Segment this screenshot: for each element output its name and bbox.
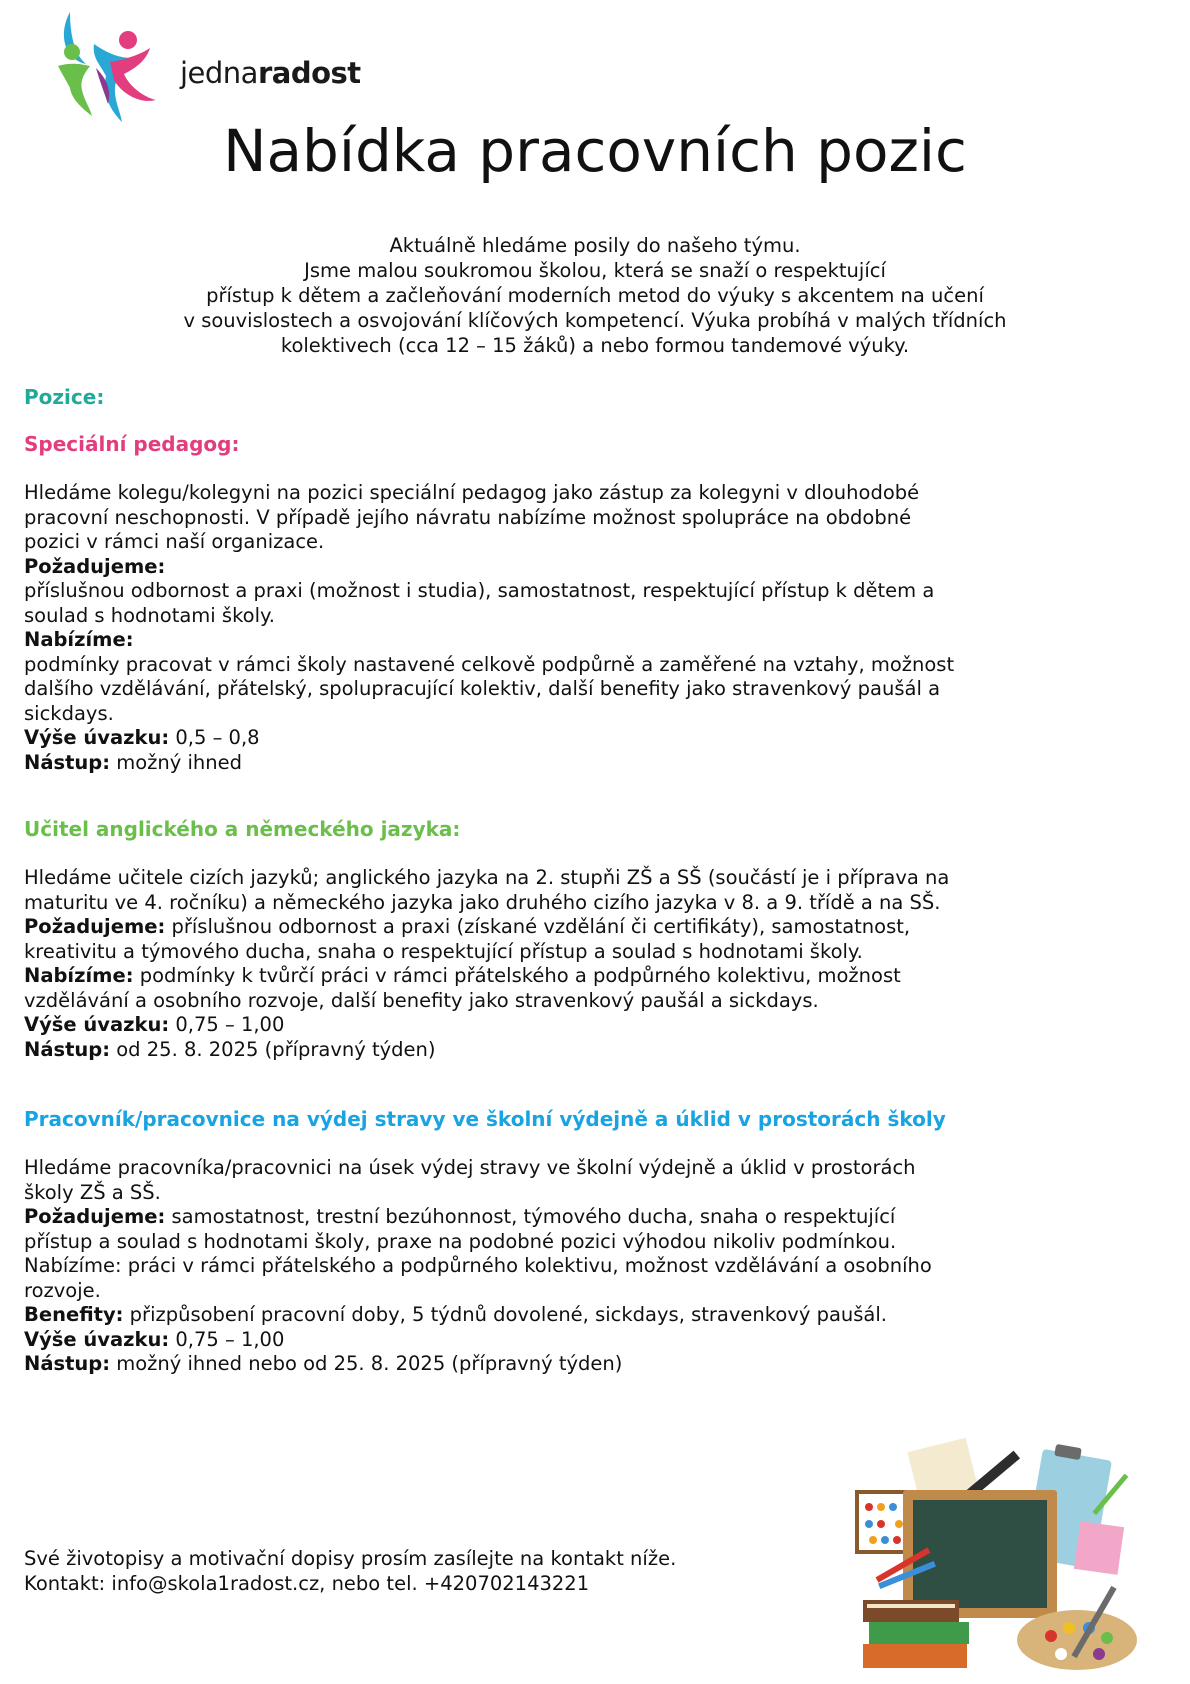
start-label: Nástup: [24,750,111,774]
position-3-req-line: přístup a soulad s hodnotami školy, praxe na podobné pozici výhodou nikoliv podmínkou. [24,1229,897,1253]
position-1-desc-line: pracovní neschopnosti. V případě jejího návratu nabízíme možnost spolupráce na obdobné [24,505,912,529]
intro-line: Aktuálně hledáme posily do našeho týmu. [389,234,801,257]
start-label: Nástup: [24,1037,111,1061]
start-value: od 25. 8. 2025 (přípravný týden) [110,1037,436,1061]
contact-footer [24,1546,676,1596]
position-1-title: Speciální pedagog: [24,432,240,456]
workload-value: 0,5 – 0,8 [169,726,260,749]
position-2-desc-line: Hledáme učitele cizích jazyků; anglického jazyka na 2. stupňi ZŠ a SŠ (součástí je i příprava na [24,866,950,889]
position-3-offer-line: Nabízíme: práci v rámci přátelského a podpůrného kolektivu, možnost vzdělávání a osobního [24,1254,932,1277]
position-1-desc-line: pozici v rámci naší organizace. [24,530,325,553]
position-1-details [24,481,1174,775]
logo-text-bold: radost [257,56,361,90]
start-value: možný ihned [110,750,243,774]
position-1-req-line: příslušnou odbornost a praxi (možnost i studia), samostatnost, respektující přístup k dětem a [24,579,935,602]
position-3-details [24,1156,1174,1377]
workload-label: Výše úvazku: [24,1013,170,1036]
start-value: možný ihned nebo od 25. 8. 2025 (přípravný týden) [110,1352,623,1375]
workload-label: Výše úvazku: [24,726,170,749]
workload-label: Výše úvazku: [24,1327,170,1351]
requirements-label: Požadujeme: [24,1205,166,1228]
position-3-desc-line: školy ZŠ a SŠ. [24,1180,161,1204]
offer-label: Nabízíme: [24,964,134,987]
footer-instruction: Své životopisy a motivační dopisy prosím zasílejte na kontakt níže. [24,1547,677,1570]
logo-wordmark [180,56,361,90]
benefits-label: Benefity: [24,1303,124,1326]
position-3-req-text: samostatnost, trestní bezúhonnost, týmového ducha, snaha o respektující [165,1205,896,1228]
intro-line: v souvislostech a osvojování klíčových kompetencí. Výuka probíhá v malých třídních [183,309,1007,332]
intro-paragraph [60,233,1130,358]
position-2-req-line: kreativitu a týmového ducha, snaha o respektující přístup a soulad s hodnotami školy. [24,939,863,963]
footer-contact[interactable]: Kontakt: info@skola1radost.cz, nebo tel. +420702143221 [24,1572,590,1595]
position-2-details [24,866,1174,1062]
position-2-req-text: příslušnou odbornost a praxi (získané vzdělání či certifikáty), samostatnost, [165,915,911,938]
requirements-label: Požadujeme: [24,554,166,578]
logo [56,4,361,124]
position-1-offer-line: podmínky pracovat v rámci školy nastavené celkově podpůrně a zaměřené na vztahy, možnost [24,652,955,676]
logo-figures-icon [56,4,174,124]
logo-text-light: jedna [180,56,258,90]
chalkboard-clipart-icon [855,1432,1155,1677]
offer-label: Nabízíme: [24,628,134,651]
position-1-req-line: soulad s hodnotami školy. [24,603,275,627]
position-1-desc-line: Hledáme kolegu/kolegyni na pozici speciální pedagog jako zástup za kolegyni v dlouhodobé [24,481,920,504]
benefits-value: přizpůsobení pracovní doby, 5 týdnů dovolené, sickdays, stravenkový paušál. [123,1303,887,1326]
position-2-offer-text: podmínky k tvůrčí práci v rámci přátelského a podpůrného kolektivu, možnost [133,964,901,987]
position-3-desc-line: Hledáme pracovníka/pracovnici na úsek výdej stravy ve školní výdejně a úklid v prostorách [24,1156,916,1179]
requirements-label: Požadujeme: [24,915,166,938]
position-1-offer-line: dalšího vzdělávání, přátelský, spolupracující kolektiv, další benefity jako stravenkový paušál a [24,677,941,700]
position-1-offer-line: sickdays. [24,701,114,725]
intro-line: Jsme malou soukromou školou, která se snaží o respektující [304,259,886,282]
workload-value: 0,75 – 1,00 [169,1327,285,1351]
workload-value: 0,75 – 1,00 [169,1013,285,1036]
position-2-desc-line: maturitu ve 4. ročníku) a německého jazyka jako druhého cizího jazyka v 8. a 9. třídě a na SŠ. [24,890,941,914]
intro-line: přístup k dětem a začleňování moderních metod do výuky s akcentem na učení [206,284,984,307]
page-title: Nabídka pracovních pozic [223,117,967,185]
position-3-title: Pracovník/pracovnice na výdej stravy ve školní výdejně a úklid v prostorách školy [24,1107,946,1131]
position-3-offer-line: rozvoje. [24,1278,101,1302]
school-supplies-illustration [855,1432,1155,1677]
positions-heading: Pozice: [24,385,105,409]
position-2-title: Učitel anglického a německého jazyka: [24,817,461,841]
start-label: Nástup: [24,1352,111,1375]
position-2-offer-line: vzdělávání a osobního rozvoje, další benefity jako stravenkový paušál a sickdays. [24,988,819,1012]
intro-line: kolektivech (cca 12 – 15 žáků) a nebo formou tandemové výuky. [280,334,910,357]
